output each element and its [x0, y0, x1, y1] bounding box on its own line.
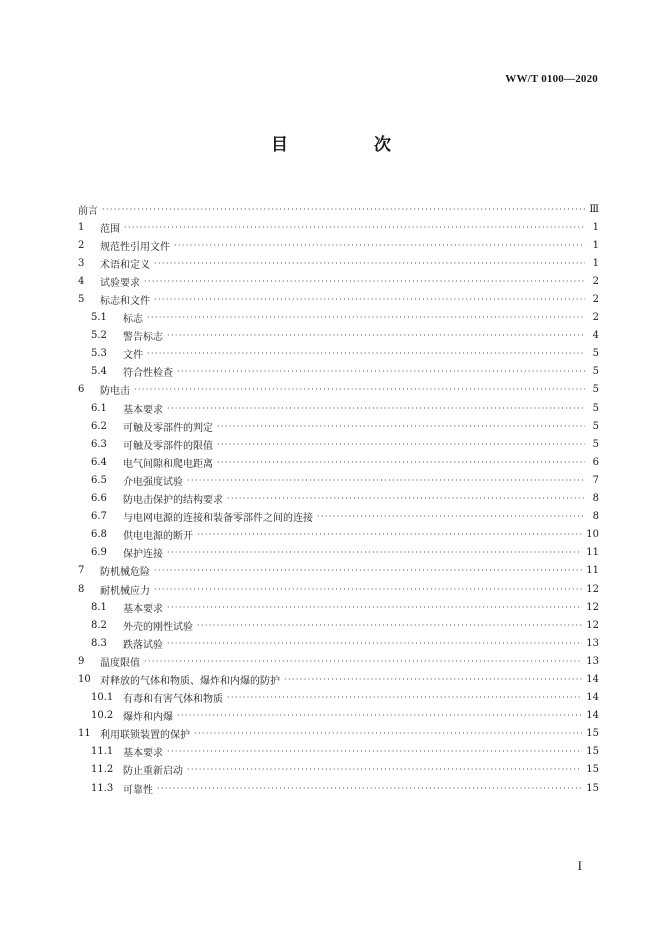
toc-entry[interactable] — [78, 707, 599, 725]
toc-entry-page: 5 — [592, 384, 599, 396]
toc-entry[interactable] — [78, 616, 599, 634]
table-of-contents — [78, 200, 599, 797]
toc-entry-number: 6.7 — [91, 511, 107, 523]
toc-entry-title: 外壳的刚性试验 — [123, 621, 193, 633]
toc-entry-title: 保护连接 — [123, 549, 163, 561]
toc-leader-dots — [134, 385, 585, 394]
toc-entry-number: 10.2 — [91, 710, 114, 722]
toc-entry-number: 11 — [78, 728, 91, 740]
toc-entry-page: 14 — [586, 692, 599, 704]
toc-entry-title: 可靠性 — [123, 784, 153, 796]
toc-entry-title: 爆炸和内爆 — [123, 712, 173, 724]
toc-entry-number: 8.1 — [91, 601, 107, 613]
toc-entry[interactable] — [78, 526, 599, 544]
toc-entry-page: 6 — [592, 456, 599, 468]
toc-entry-title: 基本要求 — [123, 748, 163, 760]
toc-entry-title: 标志 — [123, 314, 143, 326]
toc-entry-number: 6.3 — [91, 438, 107, 450]
toc-entry-title: 基本要求 — [123, 404, 163, 416]
toc-entry[interactable] — [78, 309, 599, 327]
toc-entry-number: 6.6 — [91, 493, 107, 505]
toc-entry-number: 10 — [78, 673, 91, 685]
toc-entry[interactable] — [78, 652, 599, 670]
toc-entry[interactable] — [78, 598, 599, 616]
toc-entry-page: 14 — [586, 710, 599, 722]
toc-entry-title: 介电强度试验 — [123, 476, 183, 488]
toc-entry-page: 7 — [592, 474, 599, 486]
toc-entry[interactable] — [78, 544, 599, 562]
toc-leader-dots — [227, 494, 585, 503]
toc-entry-page: 1 — [592, 221, 599, 233]
toc-leader-dots — [167, 747, 582, 756]
toc-leader-dots — [167, 331, 585, 340]
toc-entry-page: 13 — [586, 637, 599, 649]
toc-entry[interactable] — [78, 218, 599, 236]
toc-entry[interactable] — [78, 743, 599, 761]
toc-leader-dots — [217, 422, 585, 431]
toc-entry-number: 8 — [78, 583, 85, 595]
toc-entry[interactable] — [78, 272, 599, 290]
page-number: I — [577, 858, 582, 873]
toc-entry-page: 5 — [592, 402, 599, 414]
toc-leader-dots — [144, 277, 585, 286]
toc-entry-page: 12 — [586, 601, 599, 613]
toc-leader-dots — [154, 566, 582, 575]
toc-entry-number: 11.1 — [91, 746, 114, 758]
toc-entry[interactable] — [78, 508, 599, 526]
toc-entry-title: 供电电源的断开 — [123, 531, 193, 543]
toc-entry-title: 试验要求 — [100, 277, 140, 289]
toc-leader-dots — [147, 313, 585, 322]
toc-entry-page: 8 — [592, 493, 599, 505]
toc-entry[interactable] — [78, 327, 599, 345]
toc-entry-page: 5 — [592, 348, 599, 360]
toc-entry-title: 标志和文件 — [100, 296, 150, 308]
toc-entry[interactable] — [78, 453, 599, 471]
toc-entry-number: 6.8 — [91, 529, 107, 541]
page-title: 目 次 — [271, 135, 431, 155]
toc-entry-number: 6.5 — [91, 474, 107, 486]
toc-entry[interactable] — [78, 779, 599, 797]
toc-entry-number: 10.1 — [91, 692, 114, 704]
toc-entry-page: 13 — [586, 655, 599, 667]
toc-entry-title: 防机械危险 — [100, 567, 150, 579]
toc-leader-dots — [157, 784, 582, 793]
toc-entry-page: 4 — [592, 330, 599, 342]
toc-entry-number: 5.2 — [91, 330, 107, 342]
toc-entry-title: 符合性检查 — [123, 368, 173, 380]
toc-entry[interactable] — [78, 761, 599, 779]
toc-entry[interactable] — [78, 435, 599, 453]
toc-leader-dots — [194, 729, 582, 738]
toc-entry-title: 规范性引用文件 — [100, 241, 170, 253]
toc-entry-page: 1 — [592, 239, 599, 251]
toc-entry-number: 7 — [78, 565, 85, 577]
toc-entry-page: 15 — [586, 782, 599, 794]
toc-entry-number: 3 — [78, 257, 85, 269]
toc-entry-page: 12 — [586, 619, 599, 631]
toc-leader-dots — [154, 585, 582, 594]
toc-entry-title: 利用联锁装置的保护 — [100, 730, 190, 742]
toc-entry[interactable] — [78, 345, 599, 363]
toc-entry-page: 1 — [592, 257, 599, 269]
toc-entry-number: 6 — [78, 384, 85, 396]
toc-entry-title: 防止重新启动 — [123, 766, 183, 778]
toc-entry[interactable] — [78, 363, 599, 381]
toc-entry-title: 跌落试验 — [123, 639, 163, 651]
toc-entry-number: 9 — [78, 655, 85, 667]
toc-leader-dots — [147, 349, 585, 358]
toc-entry[interactable] — [78, 236, 599, 254]
toc-entry-title: 电气间隙和爬电距离 — [123, 458, 213, 470]
toc-leader-dots — [167, 404, 585, 413]
toc-entry[interactable] — [78, 290, 599, 308]
toc-entry-page: 15 — [586, 746, 599, 758]
toc-entry-title: 文件 — [123, 350, 143, 362]
toc-entry-page: 15 — [586, 764, 599, 776]
toc-leader-dots — [167, 548, 582, 557]
toc-entry-title: 对释放的气体和物质、爆炸和内爆的防护 — [100, 675, 280, 687]
toc-entry-number: 8.2 — [91, 619, 107, 631]
toc-entry-number: 11.3 — [91, 782, 114, 794]
toc-entry-number: 1 — [78, 221, 85, 233]
toc-entry-number: 11.2 — [91, 764, 114, 776]
toc-entry-page: 2 — [592, 312, 599, 324]
toc-entry-page: 11 — [586, 565, 599, 577]
toc-entry-number: 6.9 — [91, 547, 107, 559]
toc-entry-page: 2 — [592, 275, 599, 287]
toc-entry-title: 基本要求 — [123, 603, 163, 615]
toc-entry-page: 5 — [592, 438, 599, 450]
toc-entry[interactable] — [78, 580, 599, 598]
toc-leader-dots — [177, 367, 585, 376]
toc-entry[interactable] — [78, 471, 599, 489]
toc-entry-title: 防电击保护的结构要求 — [123, 495, 223, 507]
toc-entry[interactable] — [78, 490, 599, 508]
toc-entry-number: 5 — [78, 294, 85, 306]
toc-entry[interactable] — [78, 381, 599, 399]
toc-entry-number: 8.3 — [91, 637, 107, 649]
toc-entry[interactable] — [78, 417, 599, 435]
toc-entry-title: 前言 — [78, 205, 98, 217]
toc-entry-title: 与电网电源的连接和装备零部件之间的连接 — [123, 513, 313, 525]
toc-entry-title: 可触及零部件的限值 — [123, 440, 213, 452]
toc-entry-title: 温度限值 — [100, 657, 140, 669]
toc-entry-number: 6.2 — [91, 420, 107, 432]
toc-entry-title: 术语和定义 — [100, 259, 150, 271]
toc-entry-page: 15 — [586, 728, 599, 740]
toc-entry-title: 防电击 — [100, 386, 130, 398]
toc-leader-dots — [187, 476, 585, 485]
toc-entry-number: 5.3 — [91, 348, 107, 360]
toc-entry-page: 11 — [586, 547, 599, 559]
toc-leader-dots — [124, 223, 585, 232]
toc-leader-dots — [197, 530, 582, 539]
toc-entry-title: 有毒和有害气体和物质 — [123, 694, 223, 706]
toc-entry-page: 2 — [592, 294, 599, 306]
toc-leader-dots — [174, 241, 585, 250]
toc-leader-dots — [154, 259, 585, 268]
toc-entry[interactable] — [78, 634, 599, 652]
toc-entry[interactable] — [78, 200, 599, 218]
toc-entry[interactable] — [78, 399, 599, 417]
toc-leader-dots — [317, 512, 585, 521]
toc-leader-dots — [154, 295, 585, 304]
toc-leader-dots — [197, 621, 582, 630]
toc-entry-page: 8 — [592, 511, 599, 523]
toc-entry-page: 5 — [592, 420, 599, 432]
toc-entry[interactable] — [78, 562, 599, 580]
toc-entry-page: 10 — [586, 529, 599, 541]
toc-leader-dots — [217, 440, 585, 449]
toc-leader-dots — [167, 639, 582, 648]
toc-entry-page: Ⅲ — [589, 203, 599, 215]
toc-entry-number: 6.4 — [91, 456, 107, 468]
toc-entry[interactable] — [78, 725, 599, 743]
toc-leader-dots — [102, 205, 585, 214]
toc-entry[interactable] — [78, 254, 599, 272]
toc-entry-page: 14 — [586, 673, 599, 685]
toc-entry-title: 可触及零部件的判定 — [123, 422, 213, 434]
toc-entry-title: 范围 — [100, 223, 120, 235]
toc-entry-page: 12 — [586, 583, 599, 595]
toc-entry-number: 5.4 — [91, 366, 107, 378]
toc-entry-number: 6.1 — [91, 402, 107, 414]
toc-entry-number: 2 — [78, 239, 85, 251]
toc-leader-dots — [284, 675, 582, 684]
toc-leader-dots — [167, 603, 582, 612]
toc-leader-dots — [144, 657, 582, 666]
toc-leader-dots — [177, 711, 582, 720]
toc-entry-title: 耐机械应力 — [100, 585, 150, 597]
toc-leader-dots — [227, 693, 582, 702]
toc-entry-title: 警告标志 — [123, 332, 163, 344]
toc-entry[interactable] — [78, 670, 599, 688]
toc-entry-number: 5.1 — [91, 312, 107, 324]
toc-leader-dots — [217, 458, 585, 467]
toc-entry[interactable] — [78, 689, 599, 707]
standard-code: WW/T 0100—2020 — [505, 73, 598, 85]
toc-leader-dots — [187, 765, 582, 774]
toc-entry-page: 5 — [592, 366, 599, 378]
toc-entry-number: 4 — [78, 275, 85, 287]
